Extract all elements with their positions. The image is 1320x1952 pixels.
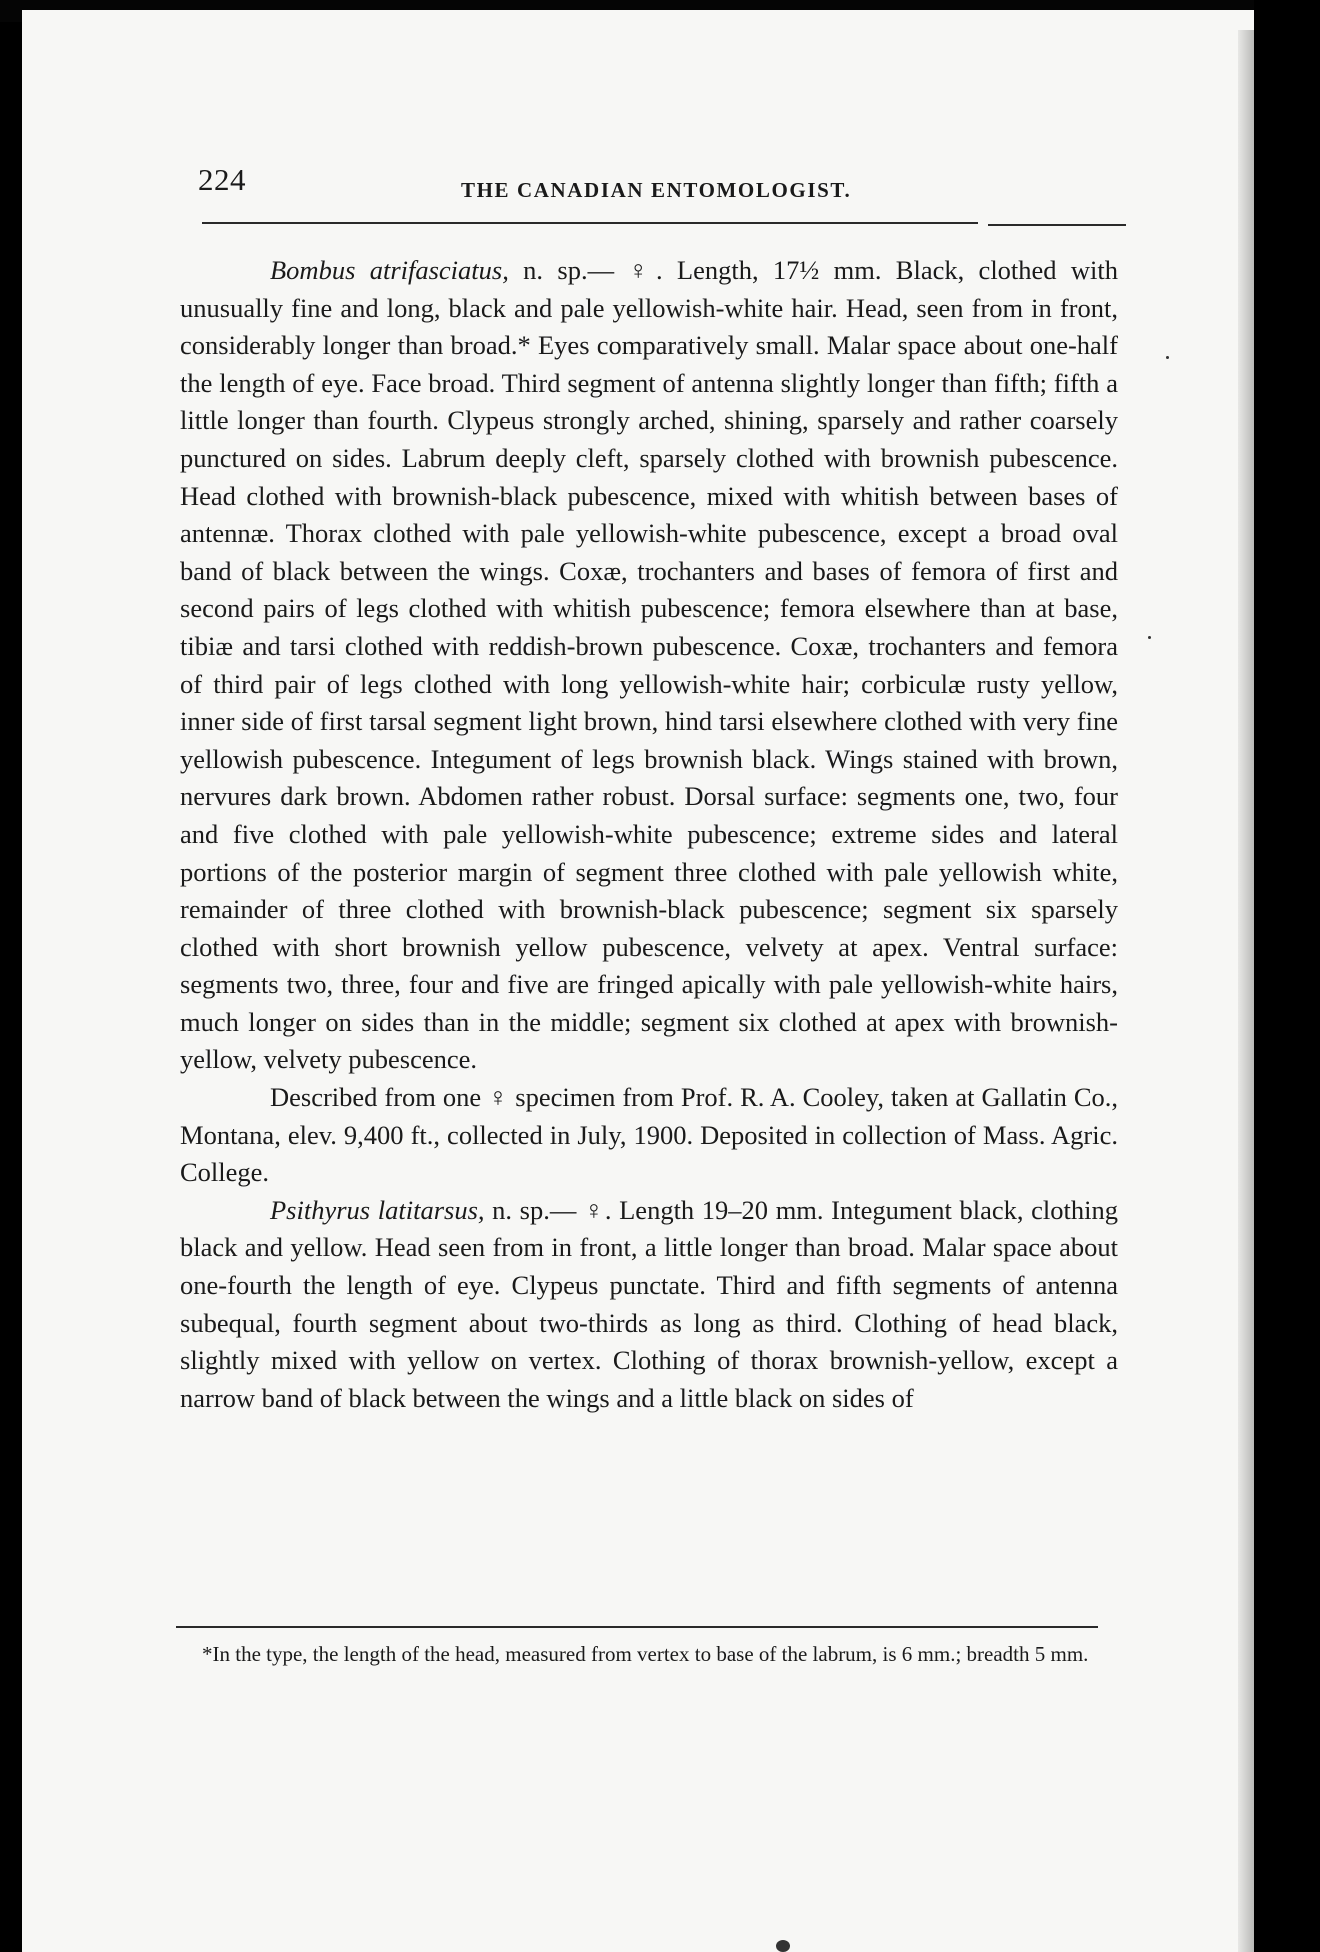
paragraph-bombus-atrifasciatus [180, 252, 1118, 1079]
scan-right-border [1254, 0, 1320, 1952]
paragraph-specimen-note [180, 1079, 1118, 1192]
specimen-description: Described from one ♀ specimen from Prof. R. A. Cooley, taken at Gallatin Co., Montana, elev. 9,400 ft., collected in July, 1900. Deposited in collection of Mass. Agric. College. [180, 1082, 1118, 1188]
scan-speck [1148, 636, 1151, 639]
footnote-text: *In the type, the length of the head, measured from vertex to base of the labrum, is 6 mm.; breadth 5 mm. [202, 1642, 1089, 1666]
page-gutter-shadow [1238, 30, 1254, 1952]
header-rule-right [988, 224, 1126, 226]
paragraph-psithyrus-latitarsus [180, 1192, 1118, 1418]
header-rule-left [202, 222, 978, 224]
species-name: Bombus atrifasciatus, [270, 255, 509, 285]
page-number: 224 [198, 162, 246, 197]
footnote-rule [176, 1626, 1098, 1628]
species-name: Psithyrus latitarsus, [270, 1194, 485, 1225]
species-description: n. sp.— ♀. Length 19–20 mm. Integument black, clothing black and yellow. Head seen from in front, a little longer than broad. Malar space about one-fourth the length of eye. Clypeus punctate. Third and fifth segments of antenna subequal, fourth segment about two-thirds as long as third. Clothing of head black, slightly mixed with yellow on vertex. Clothing of thorax brownish-yellow, except a narrow band of black between the wings and a little black on sides of [180, 1194, 1118, 1413]
running-title: THE CANADIAN ENTOMOLOGIST. [461, 178, 852, 202]
page-header [198, 160, 1128, 210]
species-description: n. sp.— ♀. Length, 17½ mm. Black, clothed with unusually fine and long, black and pale yellowish-white hair. Head, seen from in front, considerably longer than broad.* Eyes comparatively small. Malar space about one-half the length of eye. Face broad. Third segment of antenna slightly longer than fifth; fifth a little longer than fourth. Clypeus strongly arched, shining, sparsely and rather coarsely punctured on sides. Labrum deeply cleft, sparsely clothed with brownish pubescence. Head clothed with brownish-black pubescence, mixed with whitish between bases of antennæ. Thorax clothed with pale yellowish-white pubescence, except a broad oval band of black between the wings. Coxæ, trochanters and bases of femora of first and second pairs of legs clothed with whitish pubescence; femora elsewhere than at base, tibiæ and tarsi clothed with reddish-brown pubescence. Coxæ, trochanters and femora of third pair of legs clothed with long yellowish-white hair; corbiculæ rusty yellow, inner side of first tarsal segment light brown, hind tarsi elsewhere clothed with very fine yellowish pubescence. Integument of legs brownish black. Wings stained with brown, nervures dark brown. Abdomen rather robust. Dorsal surface: segments one, two, four and five clothed with pale yellowish-white pubescence; extreme sides and lateral portions of the posterior margin of segment three clothed with pale yellowish white, remainder of three clothed with brownish-black pubescence; segment six sparsely clothed with short brownish yellow pubescence, velvety at apex. Ventral surface: segments two, three, four and five are fringed apically with pale yellowish-white hairs, much longer on sides than in the middle; segment six clothed at apex with brownish-yellow, velvety pubescence. [180, 255, 1118, 1075]
scan-speck [776, 1940, 790, 1952]
scan-speck [1166, 356, 1169, 359]
body-text [180, 252, 1118, 1417]
footnote [176, 1640, 1100, 1669]
